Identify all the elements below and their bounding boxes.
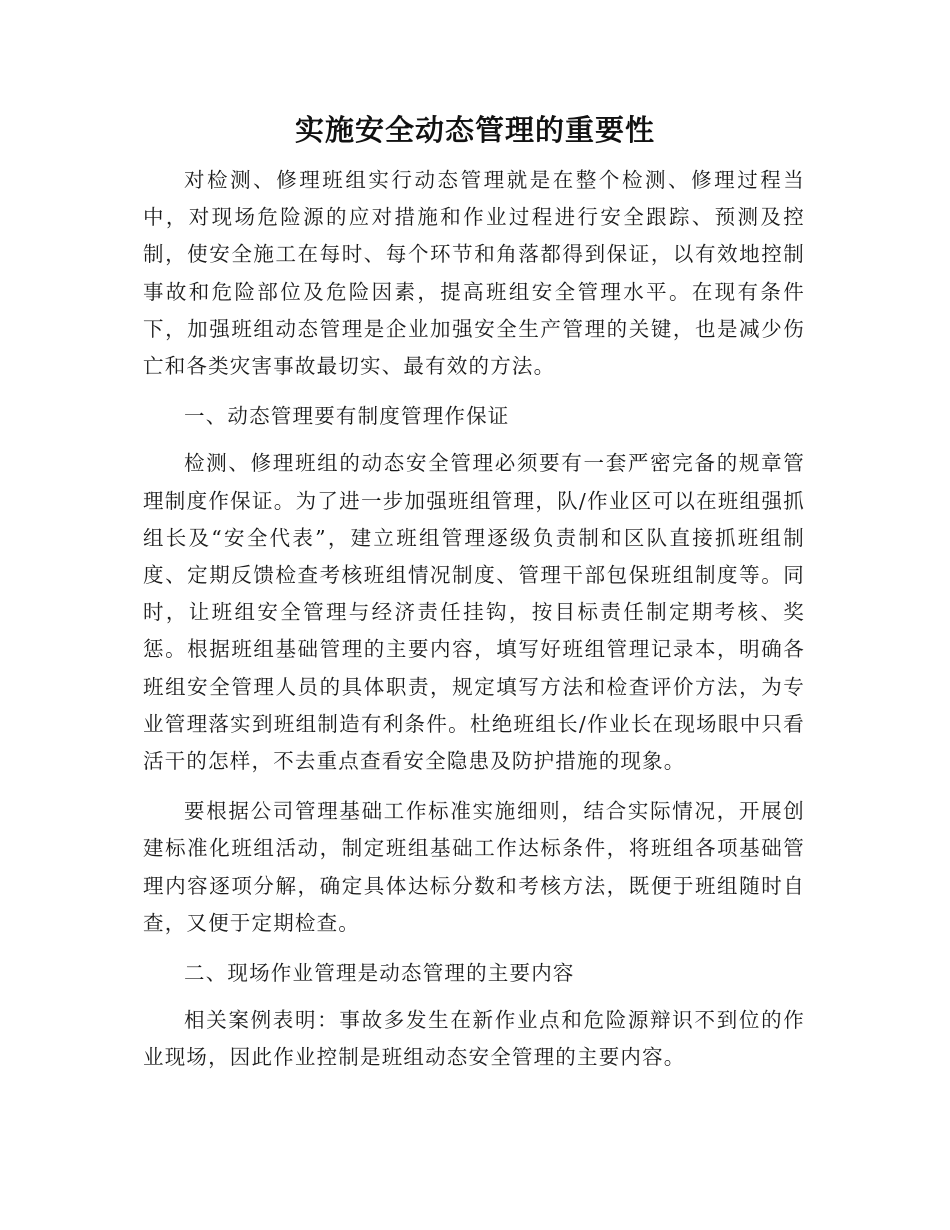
section-heading-2: 二、现场作业管理是动态管理的主要内容	[184, 961, 575, 986]
document-title: 实施安全动态管理的重要性	[294, 113, 655, 147]
paragraph-section-1-a: 检测、修理班组的动态安全管理必须要有一套严密完备的规章管理制度作保证。为了进一步加强班组管理，队/作业区可以在班组强抓组长及“安全代表”，建立班组管理逐级负责制和区队直接抓班组制度、定期反馈检查考核班组情况制度、管理干部包保班组制度等。同时，让班组安全管理与经济责任挂钩，按目标责任制定期考核、奖惩。根据班组基础管理的主要内容，填写好班组管理记录本，明确各班组安全管理人员的具体职责，规定填写方法和检查评价方法，为专业管理落实到班组制造有利条件。杜绝班组长/作业长在现场眼中只看活干的怎样，不去重点查看安全隐患及防护措施的现象。	[143, 451, 805, 774]
section-heading-1: 一、动态管理要有制度管理作保证	[184, 404, 510, 429]
paragraph-section-2-a: 相关案例表明：事故多发生在新作业点和危险源辩识不到位的作业现场，因此作业控制是班组动态安全管理的主要内容。	[143, 1008, 805, 1070]
paragraph-section-1-b: 要根据公司管理基础工作标准实施细则，结合实际情况，开展创建标准化班组活动，制定班组基础工作达标条件，将班组各项基础管理内容逐项分解，确定具体达标分数和考核方法，既便于班组随时自查，又便于定期检查。	[143, 799, 805, 935]
paragraph-intro: 对检测、修理班组实行动态管理就是在整个检测、修理过程当中，对现场危险源的应对措施和作业过程进行安全跟踪、预测及控制，使安全施工在每时、每个环节和角落都得到保证，以有效地控制事故和危险部位及危险因素，提高班组安全管理水平。在现有条件下，加强班组动态管理是企业加强安全生产管理的关键，也是减少伤亡和各类灾害事故最切实、最有效的方法。	[143, 168, 805, 379]
document-body	[143, 162, 805, 1090]
